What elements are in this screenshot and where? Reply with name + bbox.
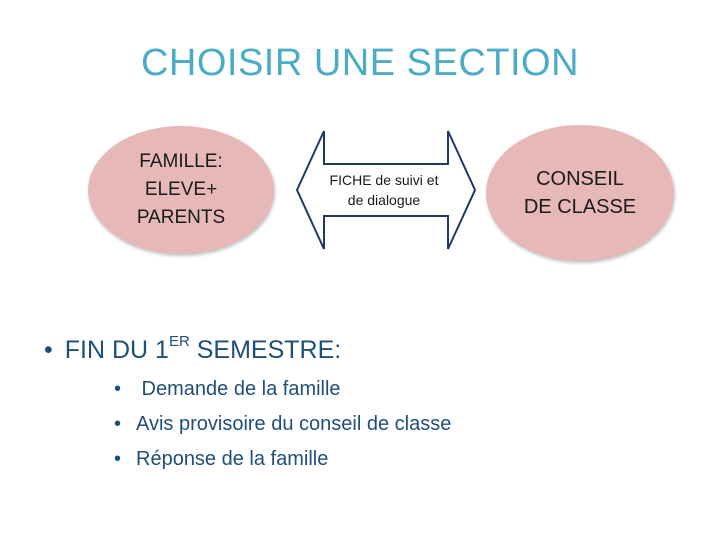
sub-item-text: Réponse de la famille xyxy=(136,448,329,470)
node-conseil-label: CONSEIL DE CLASSE xyxy=(523,168,637,218)
bullet-superscript: ER xyxy=(168,333,190,350)
page-title: CHOISIR UNE SECTION xyxy=(140,42,580,84)
bullet-marker: • xyxy=(44,336,53,364)
sub-item-text: Demande de la famille xyxy=(136,378,341,400)
node-famille-label: FAMILLE: ELEVE+ PARENTS xyxy=(136,151,226,228)
arrow-label: FICHE de suivi et de dialogue xyxy=(329,172,439,208)
list-item xyxy=(114,442,451,477)
sub-item-text: Avis provisoire du conseil de classe xyxy=(136,413,452,435)
bullet-text-after: SEMESTRE: xyxy=(189,336,342,364)
sub-bullet-marker: • xyxy=(114,448,122,470)
sub-bullet-list xyxy=(114,372,451,477)
sub-bullet-marker: • xyxy=(114,413,122,435)
list-item xyxy=(114,372,451,407)
node-conseil xyxy=(486,125,674,261)
bullet-text-before: FIN DU 1 xyxy=(64,336,169,364)
list-item xyxy=(114,407,451,442)
node-famille xyxy=(88,126,274,254)
sub-bullet-marker: • xyxy=(114,378,122,400)
main-bullet xyxy=(44,333,341,365)
